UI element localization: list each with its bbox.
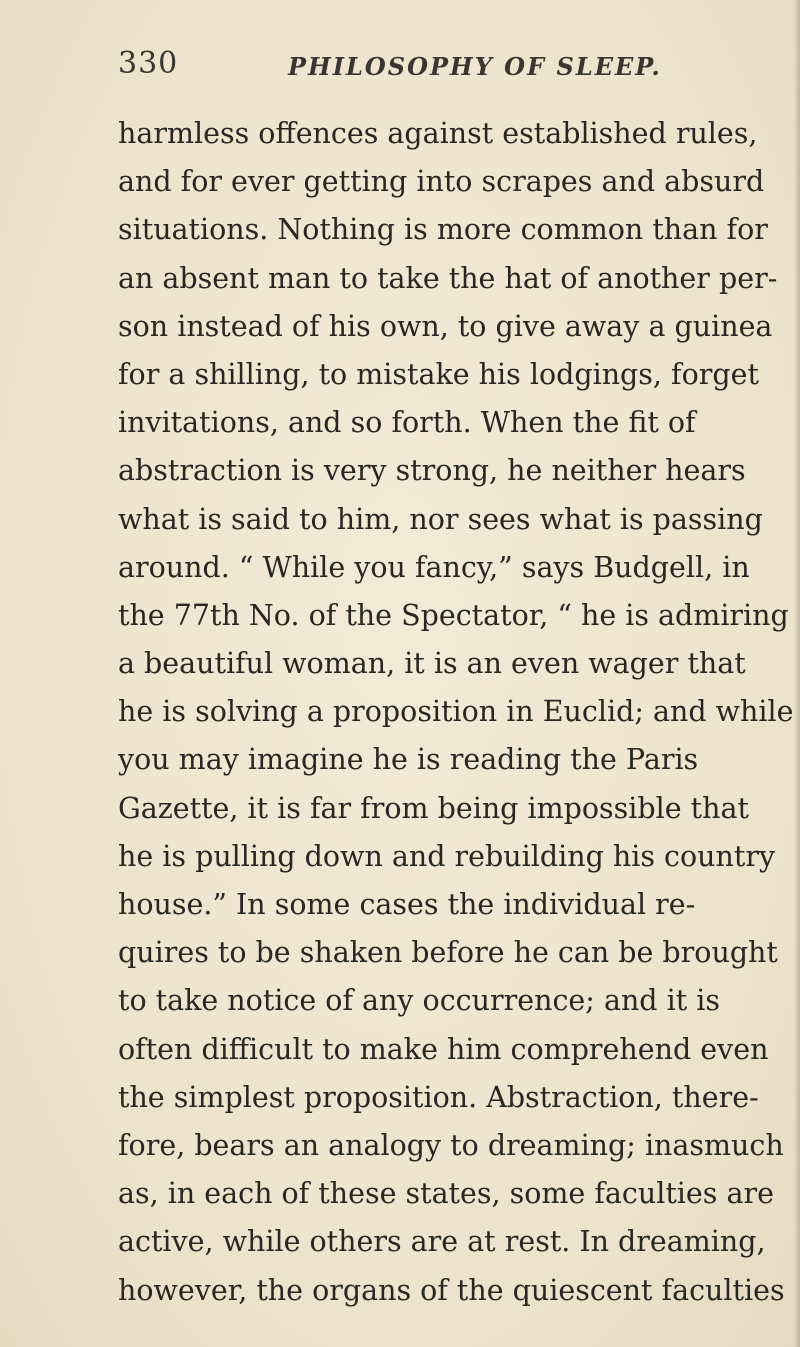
text-line: he is pulling down and rebuilding his country (118, 839, 776, 873)
text-line: what is said to him, nor sees what is passing (118, 502, 763, 536)
text-line: as, in each of these states, some faculties are (118, 1177, 774, 1211)
text-line: active, while others are at rest. In dreaming, (118, 1225, 766, 1259)
page-number: 330 (118, 46, 179, 81)
text-line: around. “ While you fancy,” says Budgell, in (118, 550, 750, 584)
text-line: a beautiful woman, it is an even wager that (118, 647, 746, 681)
text-line: situations. Nothing is more common than for (118, 213, 768, 247)
text-line: quires to be shaken before he can be brought (118, 936, 778, 970)
text-line: house.” In some cases the individual re- (118, 888, 696, 921)
text-line: he is solving a proposition in Euclid; and while (118, 695, 794, 729)
text-line: the simplest proposition. Abstraction, there- (118, 1080, 759, 1114)
text-line: an absent man to take the hat of another per- (118, 261, 778, 295)
text-line: son instead of his own, to give away a guinea (118, 309, 773, 343)
text-line: harmless offences against established rules, (118, 117, 758, 150)
body-text (118, 110, 800, 1315)
text-line: you may imagine he is reading the Paris (118, 743, 699, 777)
running-head: PHILOSOPHY OF SLEEP. (288, 52, 662, 81)
text-line: the 77th No. of the Spectator, “ he is admiring (118, 598, 789, 632)
text-line: invitations, and so forth. When the fit of (118, 406, 696, 440)
page-header (118, 46, 780, 90)
text-line: often difficult to make him comprehend even (118, 1032, 769, 1066)
text-line: Gazette, it is far from being impossible that (118, 791, 749, 825)
text-line: abstraction is very strong, he neither hears (118, 454, 746, 488)
text-line: fore, bears an analogy to dreaming; inasmuch (118, 1128, 784, 1162)
text-line: for a shilling, to mistake his lodgings, forget (118, 357, 759, 391)
text-line: however, the organs of the quiescent faculties (118, 1273, 785, 1307)
page-edge-shadow (794, 0, 800, 1347)
text-line: and for ever getting into scrapes and absurd (118, 165, 765, 199)
text-line: to take notice of any occurrence; and it is (118, 984, 720, 1018)
